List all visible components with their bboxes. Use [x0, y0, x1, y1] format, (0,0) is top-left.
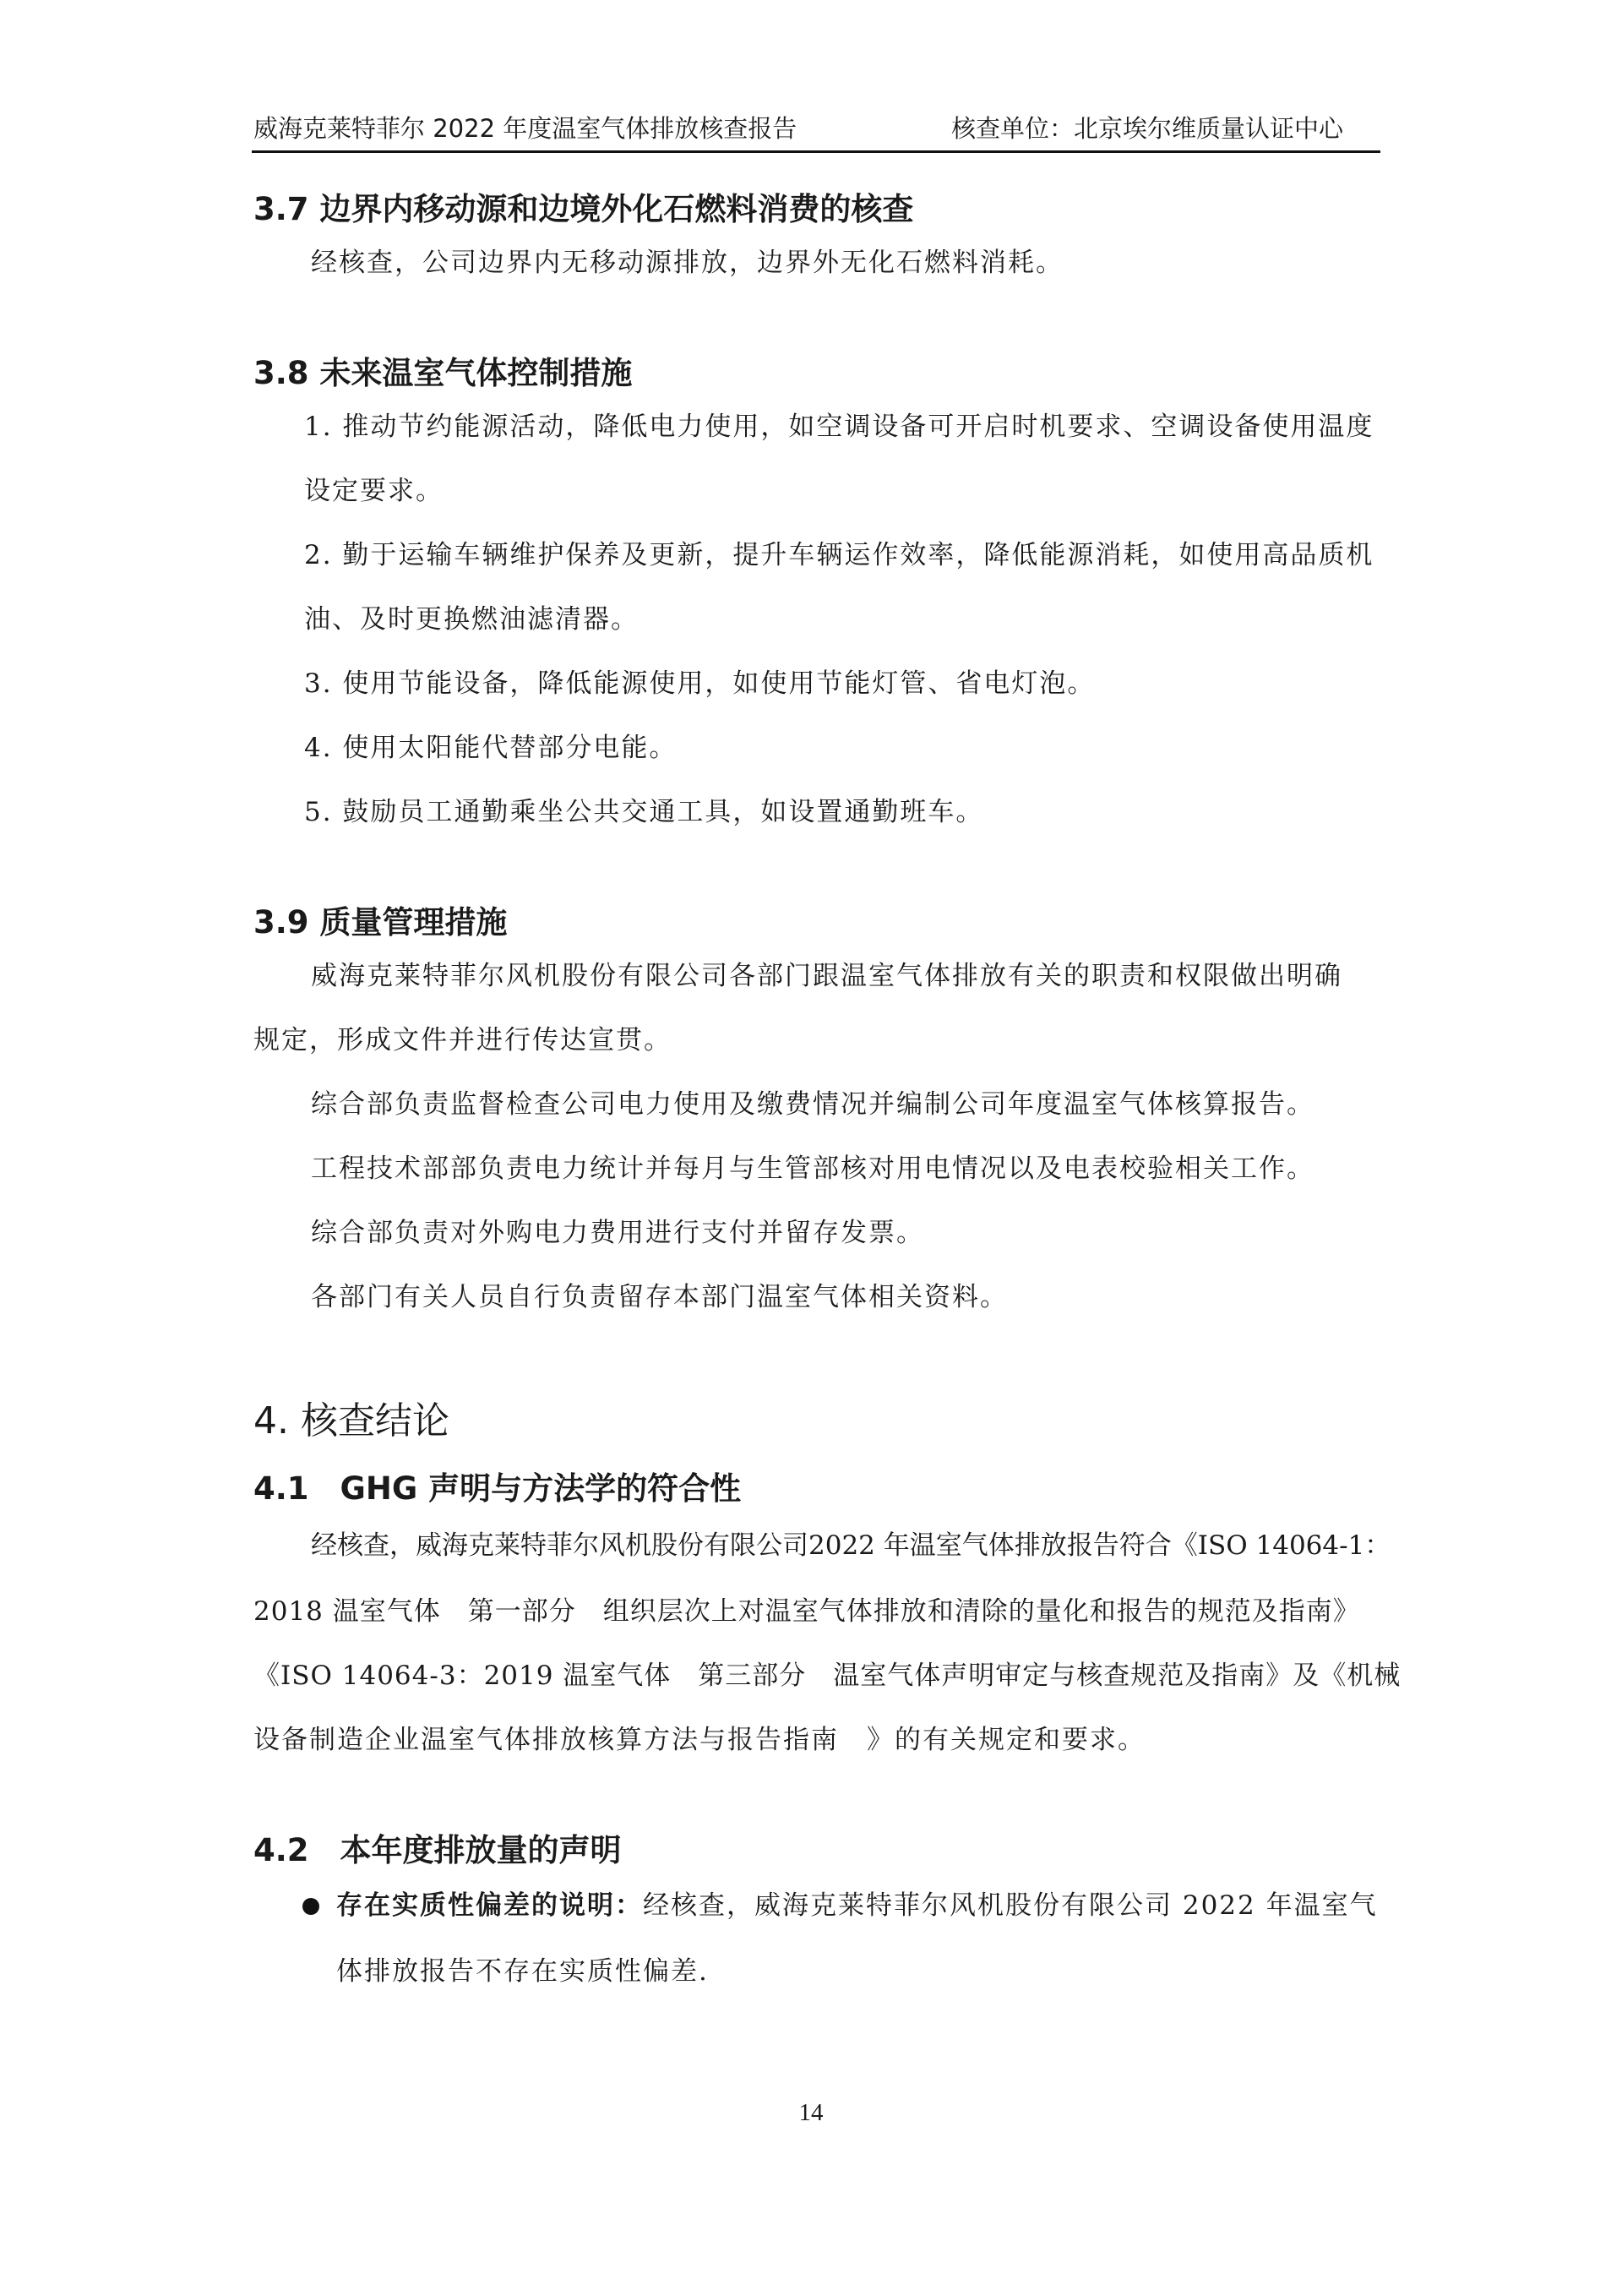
measure-item-5: 5. 鼓励员工通勤乘坐公共交通工具，如设置通勤班车。 [304, 797, 984, 827]
measure-item-2-line-1: 2. 勤于运输车辆维护保养及更新，提升车辆运作效率，降低能源消耗，如使用高品质机 [304, 540, 1374, 570]
conformity-line-3: 《ISO 14064-3：2019 温室气体 第三部分 温室气体声明审定与核查规范及指南》及《机械 [253, 1661, 1402, 1691]
section-3-9-title: 3.9 质量管理措施 [253, 904, 508, 941]
measure-item-4: 4. 使用太阳能代替部分电能。 [304, 733, 678, 763]
statement-bullet-text: 经核查，威海克莱特菲尔风机股份有限公司 2022 年温室气 [643, 1890, 1378, 1921]
qm-paragraph-4: 综合部负责对外购电力费用进行支付并留存发票。 [311, 1218, 924, 1248]
section-4-1-title: 4.1 GHG 声明与方法学的符合性 [253, 1470, 742, 1507]
statement-bullet-line-1 [336, 1888, 1460, 1923]
qm-paragraph-1-line-1: 威海克莱特菲尔风机股份有限公司各部门跟温室气体排放有关的职责和权限做出明确 [311, 961, 1342, 991]
conformity-line-1: 经核查，威海克莱特菲尔风机股份有限公司2022 年温室气体排放报告符合《ISO 14064-1： [311, 1530, 1391, 1561]
statement-bullet-line-2: 体排放报告不存在实质性偏差. [336, 1956, 709, 1987]
section-4-title: 4. 核查结论 [253, 1399, 449, 1442]
measure-item-3: 3. 使用节能设备，降低能源使用，如使用节能灯管、省电灯泡。 [304, 668, 1096, 699]
statement-bullet-label: 存在实质性偏差的说明： [336, 1890, 643, 1921]
bullet-icon [302, 1898, 319, 1915]
page-number: 14 [798, 2099, 824, 2126]
qm-paragraph-2: 综合部负责监督检查公司电力使用及缴费情况并编制公司年度温室气体核算报告。 [311, 1089, 1314, 1120]
measure-item-1-line-1: 1. 推动节约能源活动，降低电力使用，如空调设备可开启时机要求、空调设备使用温度 [304, 412, 1374, 442]
header-report-title: 威海克莱特菲尔 2022 年度温室气体排放核查报告 [253, 114, 797, 143]
qm-paragraph-5: 各部门有关人员自行负责留存本部门温室气体相关资料。 [311, 1282, 1008, 1312]
qm-paragraph-3: 工程技术部部负责电力统计并每月与生管部核对用电情况以及电表校验相关工作。 [311, 1153, 1314, 1184]
header-rule [252, 150, 1380, 153]
conformity-line-2: 2018 温室气体 第一部分 组织层次上对温室气体排放和清除的量化和报告的规范及指南》 [253, 1596, 1360, 1627]
header-verifier: 核查单位：北京埃尔维质量认证中心 [950, 114, 1343, 143]
measure-item-1-line-2: 设定要求。 [304, 476, 444, 506]
section-4-2-title: 4.2 本年度排放量的声明 [253, 1832, 622, 1868]
section-3-7-title: 3.7 边界内移动源和边境外化石燃料消费的核查 [253, 191, 914, 227]
conformity-line-4: 设备制造企业温室气体排放核算方法与报告指南 》的有关规定和要求。 [253, 1725, 1146, 1755]
section-3-8-title: 3.8 未来温室气体控制措施 [253, 355, 633, 391]
page-header [253, 110, 1377, 147]
qm-paragraph-1-line-2: 规定，形成文件并进行传达宣贯。 [253, 1025, 672, 1055]
section-3-7-paragraph: 经核查，公司边界内无移动源排放，边界外无化石燃料消耗。 [311, 248, 1064, 278]
measure-item-2-line-2: 油、及时更换燃油滤清器。 [304, 604, 639, 635]
